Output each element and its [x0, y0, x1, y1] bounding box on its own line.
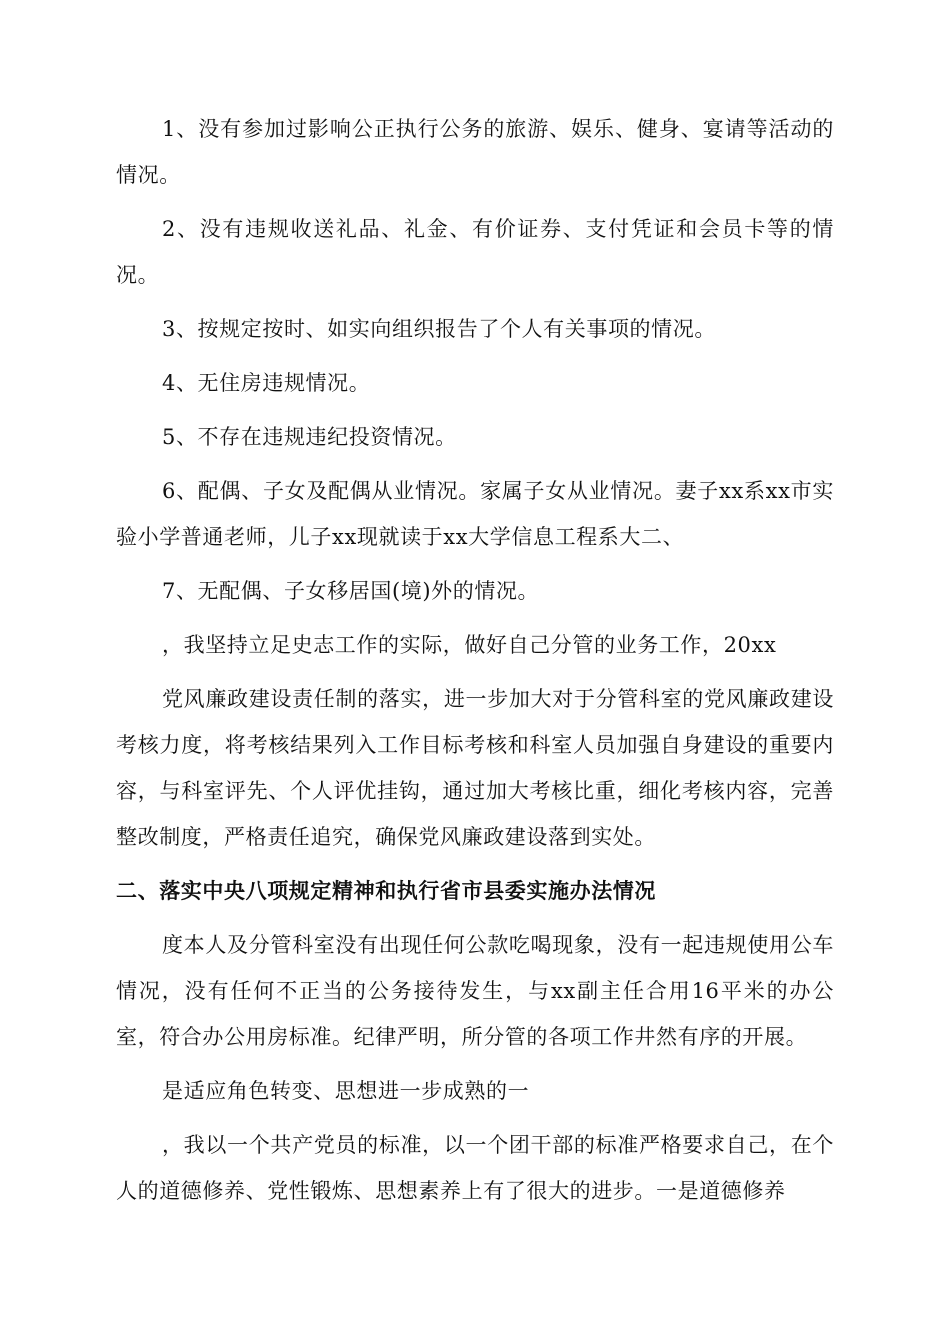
section-heading: 二、落实中央八项规定精神和执行省市县委实施办法情况 [116, 879, 656, 903]
paragraph-item-3: 3、按规定按时、如实向组织报告了个人有关事项的情况。 [162, 317, 716, 341]
paragraph-item-1: 1、没有参加过影响公正执行公务的旅游、娱乐、健身、宴请等活动的情况。 [116, 117, 834, 187]
paragraph-role-change: 是适应角色转变、思想进一步成熟的一 [162, 1079, 530, 1103]
paragraph-compliance: 度本人及分管科室没有出现任何公款吃喝现象，没有一起违规使用公车情况，没有任何不正当的公务接待发生，与xx副主任合用16平米的办公室，符合办公用房标准。纪律严明，所分管的各项工作井然有序的开展。 [116, 933, 834, 1049]
paragraph-self-discipline: ，我以一个共产党员的标准，以一个团干部的标准严格要求自己，在个人的道德修养、党性锻炼、思想素养上有了很大的进步。一是道德修养 [116, 1133, 834, 1203]
paragraph-item-2: 2、没有违规收送礼品、礼金、有价证券、支付凭证和会员卡等的情况。 [116, 217, 834, 287]
paragraph-item-4: 4、无住房违规情况。 [162, 371, 371, 395]
paragraph-item-6: 6、配偶、子女及配偶从业情况。家属子女从业情况。妻子xx系xx市实验小学普通老师，儿子xx现就读于xx大学信息工程系大二、 [116, 479, 834, 549]
paragraph-fragment: ，我坚持立足史志工作的实际，做好自己分管的业务工作，20xx [162, 633, 777, 657]
paragraph-responsibility: 党风廉政建设责任制的落实，进一步加大对于分管科室的党风廉政建设考核力度，将考核结果列入工作目标考核和科室人员加强自身建设的重要内容，与科室评先、个人评优挂钩，通过加大考核比重，细化考核内容，完善整改制度，严格责任追究，确保党风廉政建设落到实处。 [116, 687, 834, 849]
document-body [116, 106, 834, 1222]
paragraph-item-7: 7、无配偶、子女移居国(境)外的情况。 [162, 579, 540, 603]
paragraph-item-5: 5、不存在违规违纪投资情况。 [162, 425, 457, 449]
